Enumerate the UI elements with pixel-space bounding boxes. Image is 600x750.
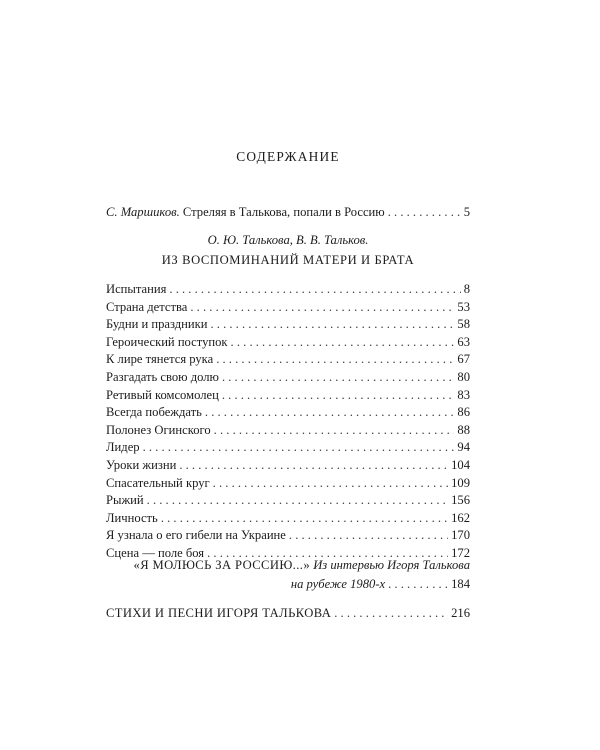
section-heading: ИЗ ВОСПОМИНАНИЙ МАТЕРИ И БРАТА [161,253,415,267]
page-number: 104 [451,457,470,472]
page-number: 162 [451,510,470,525]
toc-entry[interactable] [106,527,470,545]
dot-leader [161,510,448,528]
entry-title: Рыжий [106,493,144,508]
entry-title: «Я МОЛЮСЬ ЗА РОССИЮ...» [133,558,311,572]
dot-leader [222,369,454,387]
entry-title: Всегда побеждать [106,405,202,420]
dot-leader [231,334,455,352]
page-number: 67 [457,352,470,367]
dot-leader [216,351,454,369]
dot-leader [169,281,460,299]
entry-title: Разгадать свою долю [106,369,219,384]
toc-entry[interactable] [106,422,470,440]
toc-entry-intro[interactable] [106,204,470,222]
entry-title: Сцена — поле боя [106,545,205,560]
page-number: 170 [451,528,470,543]
entry-title: Полонез Огинского [106,422,211,437]
entry-title: К лире тянется рука [106,352,214,367]
toc-list [106,281,470,563]
dot-leader [289,527,448,545]
entry-title: СТИХИ И ПЕСНИ ИГОРЯ ТАЛЬКОВА [106,606,332,620]
dot-leader [388,204,461,222]
toc-entry[interactable] [106,299,470,317]
dot-leader [147,492,448,510]
toc-entry[interactable] [106,369,470,387]
dot-leader [190,299,454,317]
toc-entry[interactable] [106,351,470,369]
toc-entry[interactable] [106,475,470,493]
dot-leader [388,575,448,594]
dot-leader [143,439,455,457]
toc-entry[interactable] [106,510,470,528]
toc-entry[interactable] [106,387,470,405]
page-number: 83 [457,387,470,402]
page-number: 63 [457,334,470,349]
toc-entry[interactable] [106,457,470,475]
entry-title: Страна детства [106,299,188,314]
page-number: 58 [457,317,470,332]
page-number: 184 [451,577,470,591]
page-title: СОДЕРЖАНИЕ [236,149,340,164]
toc-entry[interactable] [106,316,470,334]
page-number: 86 [457,405,470,420]
toc-entry[interactable] [106,281,470,299]
entry-title: Спасательный круг [106,475,210,490]
entry-title: Ретивый комсомолец [106,387,219,402]
page-number: 80 [457,369,470,384]
toc-entry[interactable] [106,492,470,510]
toc-entry-interview[interactable] [106,556,470,594]
entry-title: Будни и праздники [106,317,208,332]
entry-title: Испытания [106,282,167,296]
page-number: 156 [451,493,470,508]
toc-entry[interactable] [106,439,470,457]
dot-leader [213,475,448,493]
entry-title: Я узнала о его гибели на Украине [106,528,286,543]
dot-leader [179,457,448,475]
entry-description-line2: на рубеже 1980-х [290,577,386,591]
entry-description: Из интервью Игоря Талькова [313,558,470,572]
toc-entry[interactable] [106,404,470,422]
entry-title: Героический поступок [106,334,228,349]
page-number: 216 [451,606,470,620]
toc-entry[interactable] [106,334,470,352]
dot-leader [205,404,455,422]
entry-title: Личность [106,510,158,525]
section-authors: О. Ю. Талькова, В. В. Тальков. [207,233,369,247]
entry-title: Лидер [106,440,140,455]
dot-leader [210,316,454,334]
dot-leader [222,387,455,405]
entry-title: Уроки жизни [106,457,177,472]
page-number: 53 [457,299,470,314]
page-number: 88 [457,422,470,437]
dot-leader [214,422,455,440]
entry-author: С. Маршиков. [106,205,180,219]
page-number: 172 [451,545,470,560]
dot-leader [334,605,448,623]
page-number: 94 [457,440,470,455]
page-number: 109 [451,475,470,490]
page-number: 8 [463,282,470,296]
entry-title: Стреляя в Талькова, попали в Россию [182,205,385,219]
page-number: 5 [463,205,470,219]
toc-entry-poems[interactable] [106,605,470,623]
